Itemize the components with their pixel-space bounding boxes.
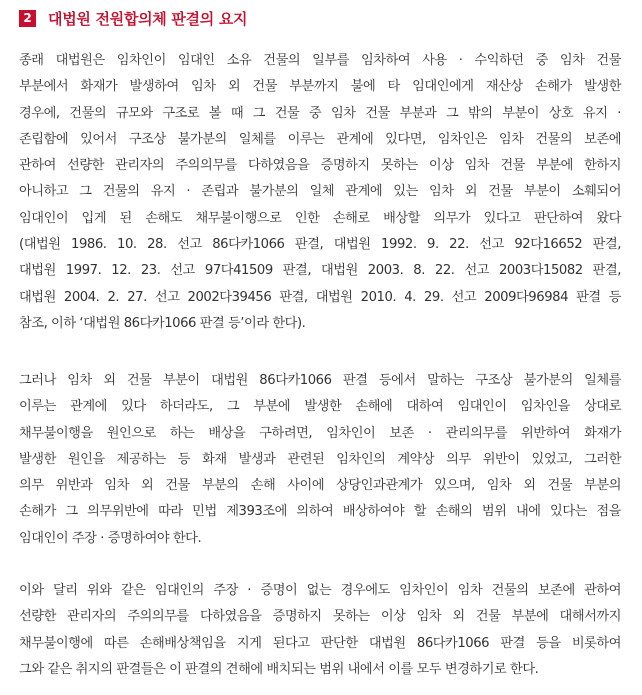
- text-line: 대법원 1997. 12. 23. 선고 97다41509 판결, 대법원 2003. 8. 22. 선고 2003다15082 판결,: [19, 263, 621, 279]
- text-line: 아니하고 그 건물의 유지 · 존립과 불가분의 일체 관계에 있는 임차 외 건물 부분이 소훼되어: [19, 184, 621, 200]
- text-line: 존립함에 있어서 구조상 불가분의 일체를 이루는 관계에 있다면, 임차인은 임차 건물의 보존에: [19, 131, 621, 147]
- text-line: 채무불이행에 따른 손해배상책임을 지게 된다고 판단한 대법원 86다카1066 판결 등을 비롯하여: [19, 635, 621, 651]
- text-line: 관하여 선량한 관리자의 주의의무를 다하였음을 증명하지 못하는 이상 임차 건물 부분에 한하지: [19, 158, 621, 174]
- text-line: 종래 대법원은 임차인이 임대인 소유 건물의 일부를 임차하여 사용 · 수익하던 중 임차 건물: [19, 53, 621, 68]
- text-line: 경우에, 건물의 규모와 구조로 볼 때 그 건물 중 임차 건물 부분과 그 밖의 부분이 상호 유지 ·: [19, 105, 621, 121]
- text-line: 선량한 관리자의 주의의무를 다하였음을 증명하지 못하는 이상 임차 외 건물 부분에 대해서까지: [19, 609, 621, 625]
- text-line: 손해가 그 의무위반에 따라 민법 제393조에 의하여 배상하여야 할 손해의 범위 내에 있다는 점을: [19, 504, 621, 520]
- text-line: 이와 달리 위와 같은 임대인의 주장 · 증명이 없는 경우에도 임차인이 임차 건물의 보존에 관하여: [19, 583, 621, 598]
- text-line: 그러나 임차 외 건물 부분이 대법원 86다카1066 판결 등에서 말하는 구조상 불가분의 일체를: [19, 373, 621, 388]
- paragraph-1: [19, 48, 621, 337]
- text-line: 이루는 관계에 있다 하더라도, 그 부분에 발생한 손해에 대하여 임대인이 임차인을 상대로: [19, 399, 621, 415]
- text-line: 그와 같은 취지의 판결들은 이 판결의 견해에 배치되는 범위 내에서 이를 모두 변경하기로 한다.: [19, 661, 539, 677]
- paragraph-2: [19, 368, 621, 552]
- text-line: 참조, 이하 ‘대법원 86다카1066 판결 등’이라 한다).: [19, 315, 306, 331]
- text-line: 임대인이 입게 된 손해도 채무불이행으로 인한 손해로 배상할 의무가 있다고 판단하여 왔다: [19, 210, 621, 226]
- text-line: 의무 위반과 임차 외 건물 부분의 손해 사이에 상당인과관계가 있으며, 임차 외 건물 부분의: [19, 478, 621, 494]
- section-number-badge: 2: [19, 10, 36, 27]
- text-line: 대법원 2004. 2. 27. 선고 2002다39456 판결, 대법원 2010. 4. 29. 선고 2009다96984 판결 등: [19, 289, 621, 305]
- text-line: 임대인이 주장 · 증명하여야 한다.: [19, 530, 202, 546]
- text-line: 채무불이행을 원인으로 하는 배상을 구하려면, 임차인이 보존 · 관리의무를 위반하여 화재가: [19, 425, 621, 441]
- section-title: 대법원 전원합의체 판결의 요지: [48, 9, 248, 28]
- section-heading: [19, 7, 247, 29]
- text-line: 발생한 원인을 제공하는 등 화재 발생과 관련된 임차인의 계약상 의무 위반이 있었고, 그러한: [19, 451, 621, 467]
- text-line: (대법원 1986. 10. 28. 선고 86다카1066 판결, 대법원 1992. 9. 22. 선고 92다16652 판결,: [19, 237, 621, 253]
- text-line: 부분에서 화재가 발생하여 임차 외 건물 부분까지 불에 타 임대인에게 재산상 손해가 발생한: [19, 79, 621, 95]
- paragraph-3: [19, 578, 621, 683]
